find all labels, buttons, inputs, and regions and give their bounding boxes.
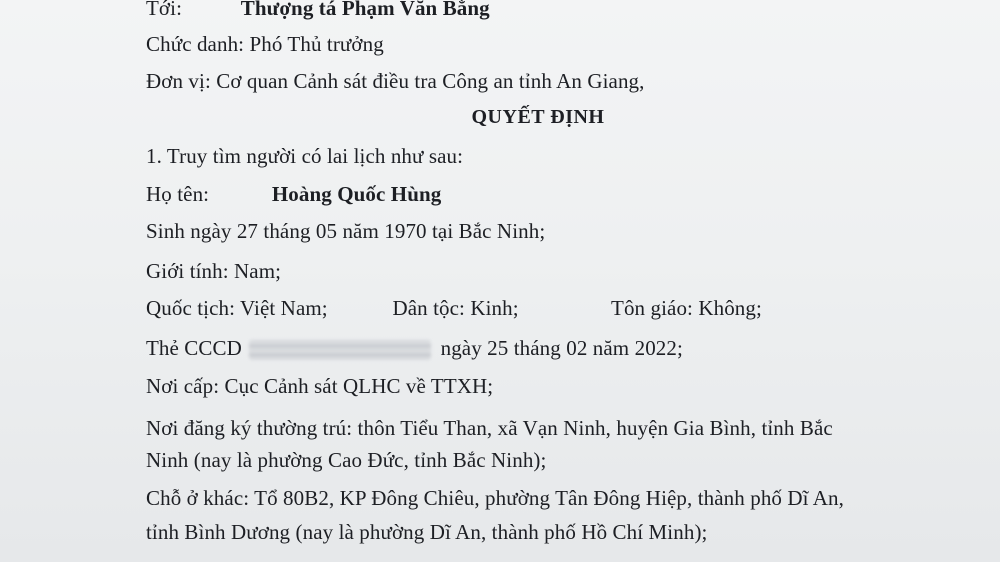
issued-by-line: Nơi cấp: Cục Cảnh sát QLHC về TTXH; <box>146 374 494 398</box>
id-card-suffix: ngày 25 tháng 02 năm 2022; <box>440 336 683 360</box>
recipient-label: Tới: <box>146 0 183 20</box>
recipient-line <box>146 0 490 22</box>
ethnicity-text: Dân tộc: Kinh; <box>392 296 519 320</box>
nationality-row <box>146 294 762 322</box>
id-card-line <box>146 334 683 362</box>
birth-line: Sinh ngày 27 tháng 05 năm 1970 tại Bắc Ninh; <box>146 219 546 243</box>
nationality-text: Quốc tịch: Việt Nam; <box>146 296 328 320</box>
name-label: Họ tên: <box>146 182 210 206</box>
gender-line: Giới tính: Nam; <box>146 259 282 283</box>
name-value: Hoàng Quốc Hùng <box>271 182 442 206</box>
residence-line-1: Nơi đăng ký thường trú: thôn Tiểu Than, xã Vạn Ninh, huyện Gia Bình, tỉnh Bắc <box>146 416 833 440</box>
other-address-line-2: tỉnh Bình Dương (nay là phường Dĩ An, thành phố Hồ Chí Minh); <box>146 520 708 544</box>
decision-heading: QUYẾT ĐỊNH <box>471 106 605 128</box>
id-card-prefix: Thẻ CCCD <box>146 336 242 360</box>
section-intro-text: 1. Truy tìm người có lai lịch như sau: <box>146 144 464 168</box>
residence-line-2: Ninh (nay là phường Cao Đức, tỉnh Bắc Ninh); <box>146 448 547 472</box>
other-address-line-1: Chỗ ở khác: Tổ 80B2, KP Đông Chiêu, phường Tân Đông Hiệp, thành phố Dĩ An, <box>146 486 844 510</box>
unit-line: Đơn vị: Cơ quan Cảnh sát điều tra Công an tỉnh An Giang, <box>146 69 645 93</box>
religion-text: Tôn giáo: Không; <box>611 296 762 320</box>
section-intro <box>146 142 463 170</box>
redacted-id-number <box>249 340 431 360</box>
recipient-name: Thượng tá Phạm Văn Bằng <box>240 0 490 20</box>
name-line <box>146 180 441 208</box>
position-line: Chức danh: Phó Thủ trưởng <box>146 32 384 56</box>
